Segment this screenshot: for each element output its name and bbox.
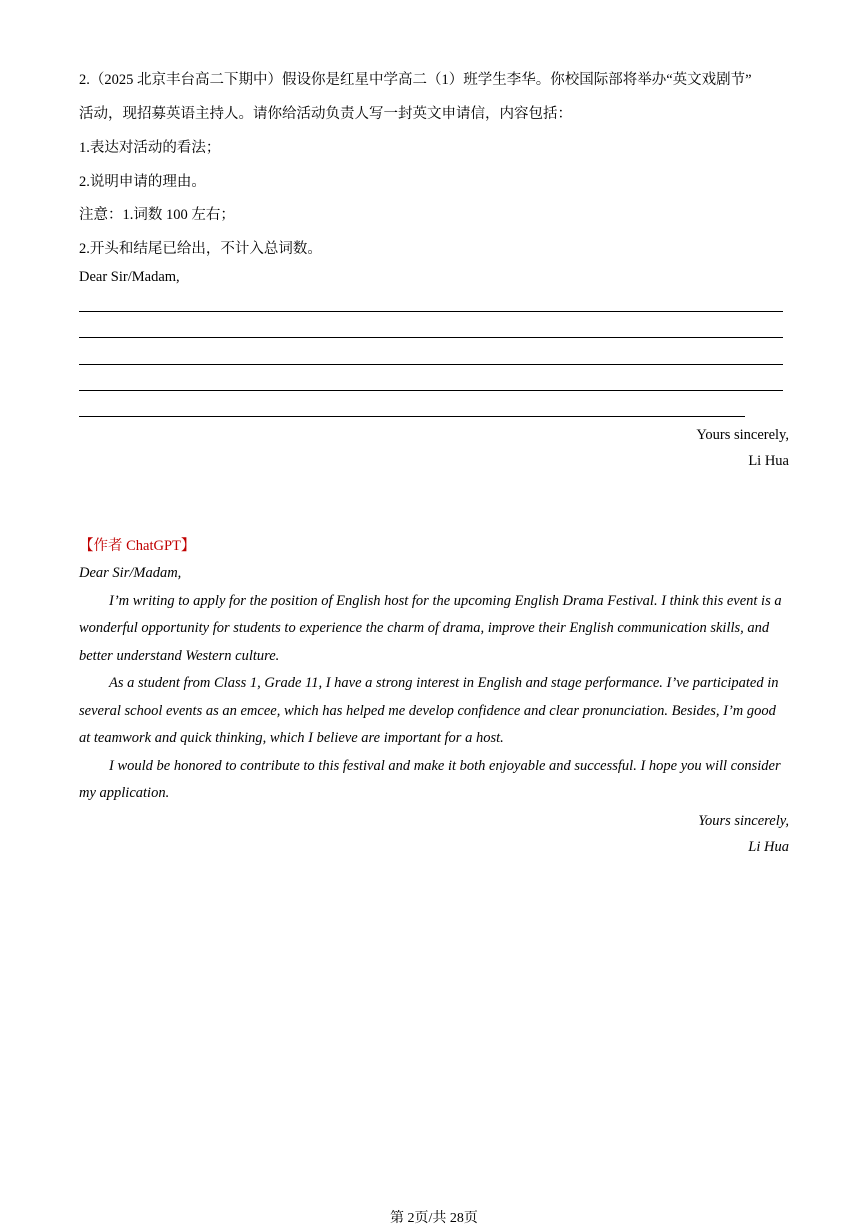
page-number: 第 2页/共 28页 — [390, 1211, 478, 1226]
question-line-1: 2.（2025 北京丰台高二下期中）假设你是红星中学高二（1）班学生李华。你校国际部将举办“英文戏剧节” — [79, 72, 752, 88]
answer-paragraph-2: As a student from Class 1, Grade 11, I have a strong interest in English and stage performance. I’ve participated in several school events as an emcee, which has helped me develop confidence and clear pronunciation. Besides, I’m good at teamwork and quick thinking, which I believe are important for a host. — [79, 675, 779, 746]
question-signature: Li Hua — [748, 453, 789, 469]
model-answer — [79, 560, 789, 860]
writing-line — [79, 416, 745, 417]
question-salutation: Dear Sir/Madam, — [79, 269, 180, 285]
author-label: 【作者 ChatGPT】 — [79, 538, 196, 554]
question-item-1: 1.表达对活动的看法； — [79, 140, 221, 156]
writing-line — [79, 337, 783, 338]
question-note-1: 注意：1.词数 100 左右； — [79, 207, 235, 223]
writing-line — [79, 364, 783, 365]
question-closing: Yours sincerely, — [696, 427, 789, 443]
question-item-2: 2.说明申请的理由。 — [79, 174, 206, 190]
question-line-2: 活动，现招募英语主持人。请你给活动负责人写一封英文申请信，内容包括： — [79, 106, 572, 122]
answer-closing: Yours sincerely, — [698, 812, 789, 829]
writing-line — [79, 311, 783, 312]
answer-salutation: Dear Sir/Madam, — [79, 565, 182, 581]
question-note-2: 2.开头和结尾已给出，不计入总词数。 — [79, 241, 322, 257]
writing-line — [79, 390, 783, 391]
answer-paragraph-3: I would be honored to contribute to this festival and make it both enjoyable and successful. I hope you will consider my application. — [79, 757, 781, 801]
answer-paragraph-1: I’m writing to apply for the position of English host for the upcoming English Drama Festival. I think this event is a wonderful opportunity for students to experience the charm of drama, improve their English communication skills, and better understand Western culture. — [79, 592, 782, 664]
answer-signature: Li Hua — [748, 838, 789, 855]
